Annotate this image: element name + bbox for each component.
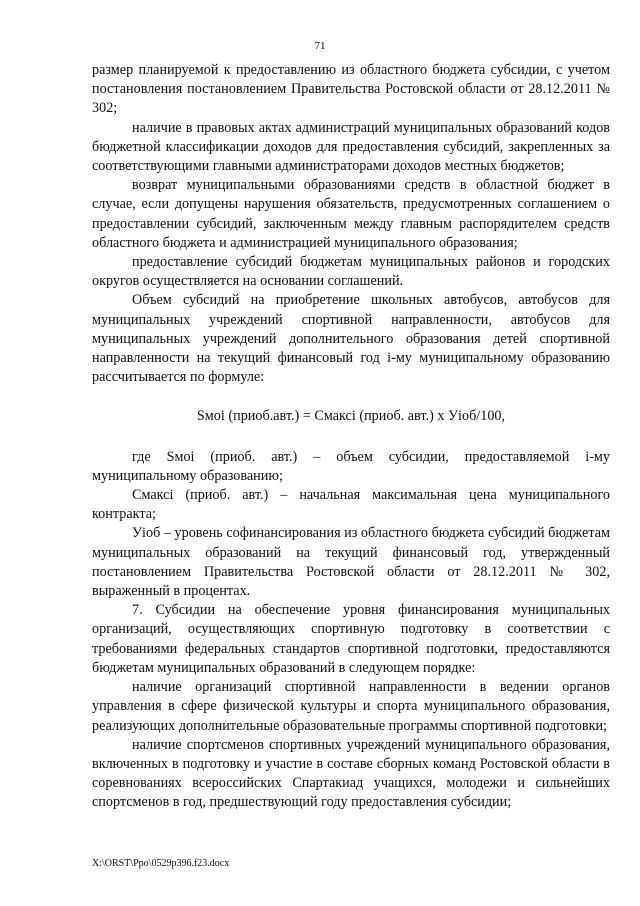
paragraph: наличие в правовых актах администраций муниципальных образований кодов бюджетной классификации доходов для предоставления субсидий, закрепленных за соответствующими главными администраторами доходов местных бюджетов; [92,119,610,175]
paragraph: 7. Субсидии на обеспечение уровня финансирования муниципальных организаций, осуществляющих спортивную подготовку в соответствии с требованиями федеральных стандартов спортивной подготовки, предоставляются бюджетам муниципальных образований в следующем порядке: [92,602,610,676]
paragraph: Уiоб – уровень софинансирования из областного бюджета субсидий бюджетам муниципальных образований на текущий финансовый год, утвержденный постановлением Правительства Ростовской области от 28.12.2011 № 302, выраженный в процентах. [92,525,610,600]
paragraph: Смаксi (приоб. авт.) – начальная максимальная цена муниципального контракта; [92,487,610,523]
paragraph: наличие организаций спортивной направленности в ведении органов управления в сфере физической культуры и спорта муниципального образования, реализующих дополнительные образовательные программы спортивной подготовки; [92,679,610,734]
paragraph: наличие спортсменов спортивных учреждений муниципального образования, включенных в подготовку и участие в составе сборных команд Ростовской области в соревнованиях всероссийских Спартакиад учащихся, молодежи и сильнейших спортсменов в год, предшествующий году предоставления субсидии; [92,736,610,811]
paragraph: где Sмоi (приоб. авт.) – объем субсидии, предоставляемой i-му муниципальному образованию; [92,448,610,484]
paragraph: предоставление субсидий бюджетам муниципальных районов и городских округов осуществляется на основании соглашений. [92,254,610,290]
document-body [92,61,610,813]
paragraph: размер планируемой к предоставлению из областного бюджета субсидии, с учетом постановления постановлением Правительства Ростовской области от 28.12.2011 № 302; [92,62,610,117]
page-number: 71 [314,40,326,52]
paragraph: возврат муниципальными образованиями средств в областной бюджет в случае, если допущены нарушения обязательств, предусмотренных соглашением о предоставлении субсидий, заключенным между главным распорядителем средств областного бюджета и администрацией муниципального образования; [92,177,610,251]
file-path-footer: X:\ORST\Ppo\0529p396.f23.docx [92,858,230,869]
paragraph: Объем субсидий на приобретение школьных автобусов, автобусов для муниципальных учреждений спортивной направленности, автобусов для муниципальных учреждений дополнительного образования детей спортивной направленности на текущий финансовый год i-му муниципальному образованию рассчитывается по формуле: [92,292,610,386]
formula: Sмоi (приоб.авт.) = Смаксi (приоб. авт.) х Уiоб/100, [196,408,506,425]
